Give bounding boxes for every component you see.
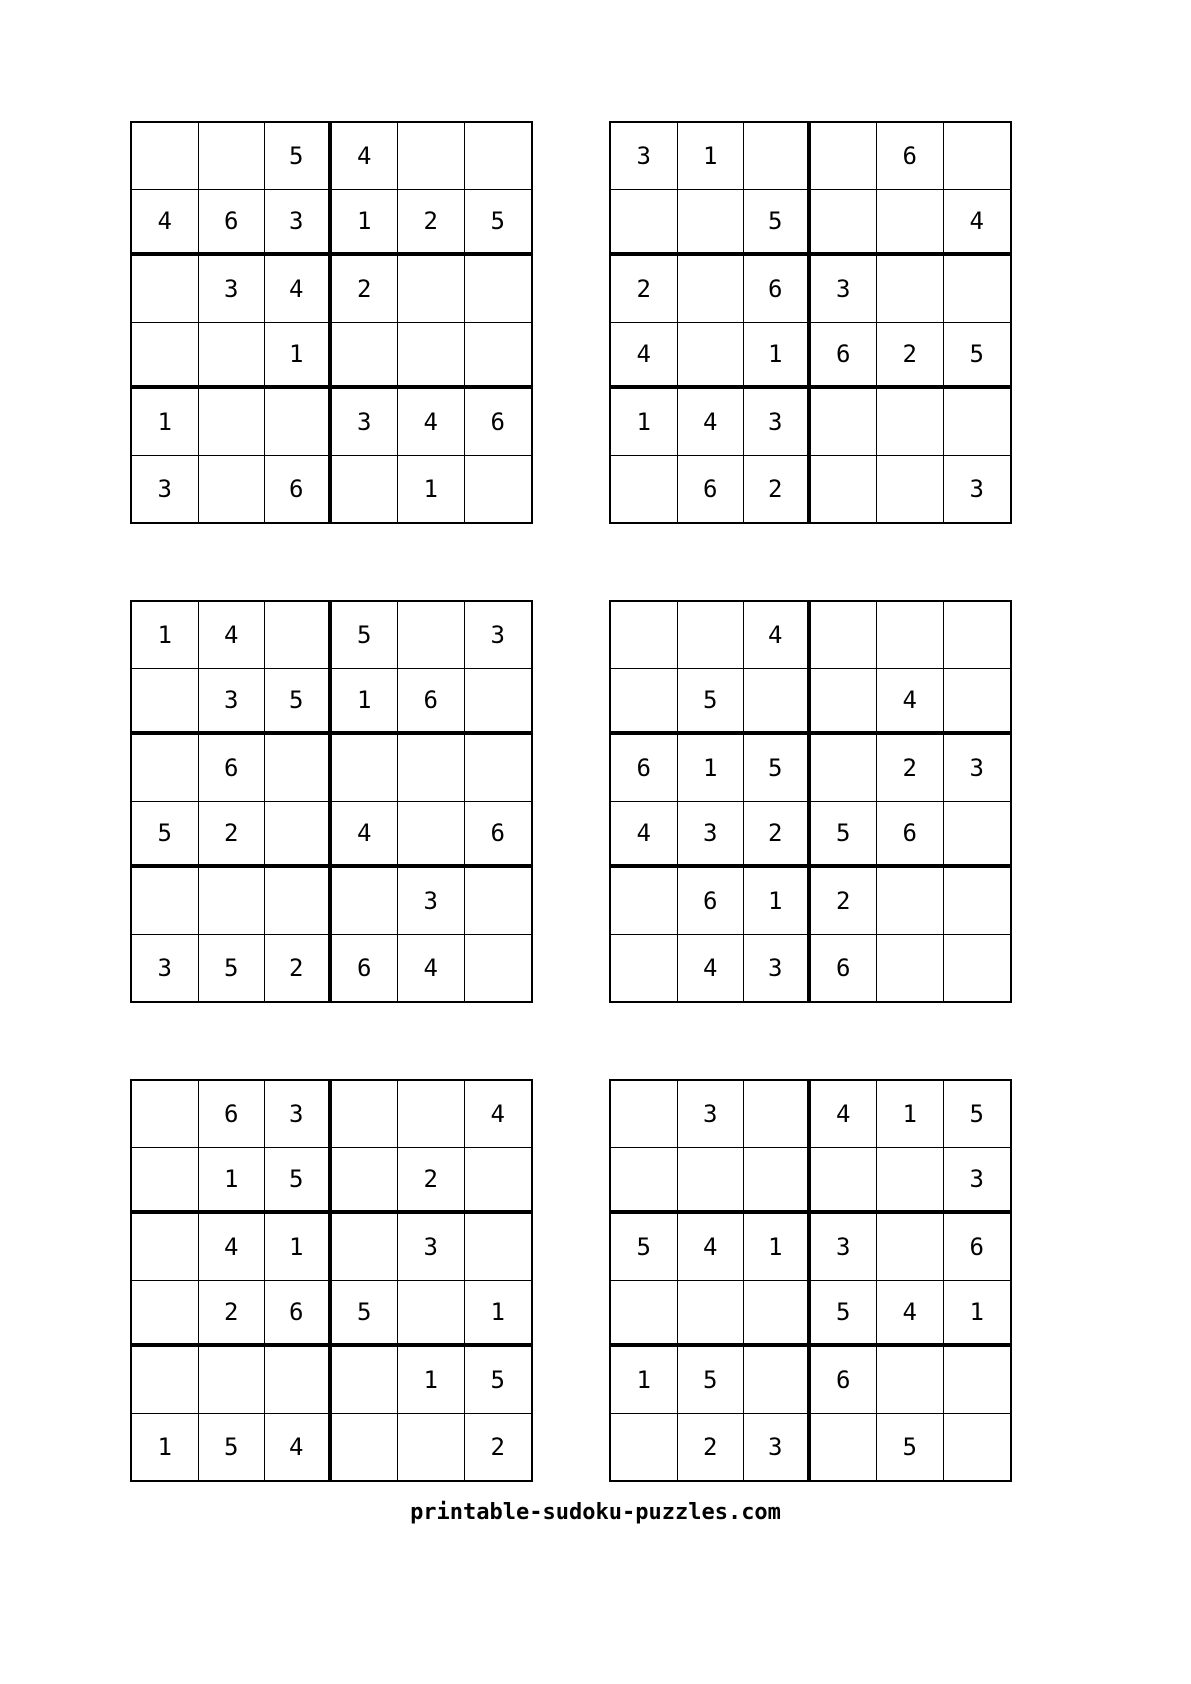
sudoku-cell[interactable]: [398, 123, 465, 190]
sudoku-cell[interactable]: 3: [678, 802, 745, 869]
sudoku-cell[interactable]: [132, 323, 199, 390]
sudoku-cell[interactable]: 5: [332, 1281, 399, 1348]
sudoku-cell[interactable]: [944, 256, 1011, 323]
sudoku-cell[interactable]: 5: [199, 935, 266, 1002]
sudoku-cell[interactable]: [199, 1347, 266, 1414]
sudoku-cell[interactable]: [944, 123, 1011, 190]
sudoku-cell[interactable]: 4: [199, 1214, 266, 1281]
sudoku-cell[interactable]: 1: [744, 323, 811, 390]
sudoku-cell[interactable]: [332, 1347, 399, 1414]
sudoku-cell[interactable]: 3: [132, 456, 199, 523]
sudoku-cell[interactable]: [398, 602, 465, 669]
sudoku-cell[interactable]: 1: [744, 1214, 811, 1281]
sudoku-cell[interactable]: 3: [398, 868, 465, 935]
sudoku-cell[interactable]: [811, 602, 878, 669]
sudoku-cell[interactable]: [265, 735, 332, 802]
sudoku-cell[interactable]: [944, 802, 1011, 869]
sudoku-cell[interactable]: 5: [744, 190, 811, 257]
sudoku-cell[interactable]: 2: [877, 735, 944, 802]
sudoku-cell[interactable]: [132, 1214, 199, 1281]
sudoku-cell[interactable]: [398, 1081, 465, 1148]
sudoku-cell[interactable]: [611, 1281, 678, 1348]
sudoku-puzzle-1: [130, 121, 533, 524]
sudoku-cell[interactable]: 6: [678, 868, 745, 935]
sudoku-cell[interactable]: 1: [332, 190, 399, 257]
sudoku-cell[interactable]: 1: [132, 389, 199, 456]
sudoku-cell[interactable]: 4: [332, 802, 399, 869]
sudoku-cell[interactable]: [611, 1081, 678, 1148]
sudoku-cell[interactable]: 1: [678, 123, 745, 190]
sudoku-cell[interactable]: 5: [332, 602, 399, 669]
sudoku-cell[interactable]: [944, 935, 1011, 1002]
sudoku-cell[interactable]: 1: [944, 1281, 1011, 1348]
sudoku-cell[interactable]: 3: [132, 935, 199, 1002]
sudoku-cell[interactable]: [332, 735, 399, 802]
sudoku-cell[interactable]: 4: [465, 1081, 532, 1148]
sudoku-cell[interactable]: 6: [744, 256, 811, 323]
sudoku-cell[interactable]: [611, 669, 678, 736]
sudoku-cell[interactable]: [465, 669, 532, 736]
sudoku-cell[interactable]: [332, 868, 399, 935]
sudoku-cell[interactable]: 6: [199, 190, 266, 257]
sudoku-cell[interactable]: 3: [744, 1414, 811, 1481]
sudoku-cell[interactable]: 5: [877, 1414, 944, 1481]
sudoku-cell[interactable]: [132, 123, 199, 190]
sudoku-cell[interactable]: 3: [332, 389, 399, 456]
sudoku-cell[interactable]: [265, 389, 332, 456]
sudoku-puzzle-5: [130, 1079, 533, 1482]
sudoku-cell[interactable]: 5: [265, 1148, 332, 1215]
sudoku-cell[interactable]: [944, 1414, 1011, 1481]
sudoku-cell[interactable]: 1: [611, 1347, 678, 1414]
sudoku-cell[interactable]: 6: [332, 935, 399, 1002]
sudoku-cell[interactable]: [944, 669, 1011, 736]
sudoku-cell[interactable]: [877, 1148, 944, 1215]
sudoku-cell[interactable]: 6: [678, 456, 745, 523]
sudoku-cell[interactable]: [877, 1214, 944, 1281]
sudoku-cell[interactable]: 6: [465, 802, 532, 869]
sudoku-cell[interactable]: 6: [199, 1081, 266, 1148]
sudoku-cell[interactable]: 6: [398, 669, 465, 736]
sudoku-cell[interactable]: 5: [265, 669, 332, 736]
sudoku-cell[interactable]: 5: [944, 1081, 1011, 1148]
sudoku-cell[interactable]: [811, 389, 878, 456]
sudoku-cell[interactable]: [877, 456, 944, 523]
sudoku-cell[interactable]: 2: [811, 868, 878, 935]
sudoku-puzzle-3: [130, 600, 533, 1003]
sudoku-cell[interactable]: [398, 1281, 465, 1348]
sudoku-cell[interactable]: 5: [811, 802, 878, 869]
sudoku-cell[interactable]: 1: [465, 1281, 532, 1348]
sudoku-cell[interactable]: 2: [611, 256, 678, 323]
sudoku-puzzle-2: [609, 121, 1012, 524]
sudoku-cell[interactable]: [611, 456, 678, 523]
sudoku-cell[interactable]: [877, 602, 944, 669]
sudoku-cell[interactable]: [465, 256, 532, 323]
sudoku-cell[interactable]: 1: [398, 456, 465, 523]
sudoku-cell[interactable]: [944, 868, 1011, 935]
sudoku-cell[interactable]: 1: [332, 669, 399, 736]
sudoku-cell[interactable]: [398, 256, 465, 323]
sudoku-cell[interactable]: 5: [678, 1347, 745, 1414]
sudoku-cell[interactable]: [811, 456, 878, 523]
sudoku-cell[interactable]: 3: [199, 256, 266, 323]
sudoku-cell[interactable]: [398, 1414, 465, 1481]
sudoku-cell[interactable]: 4: [332, 123, 399, 190]
sudoku-cell[interactable]: 1: [132, 1414, 199, 1481]
sudoku-cell[interactable]: 3: [744, 935, 811, 1002]
sudoku-cell[interactable]: [332, 1214, 399, 1281]
sudoku-cell[interactable]: [265, 602, 332, 669]
sudoku-cell[interactable]: [611, 1414, 678, 1481]
sudoku-cell[interactable]: 4: [877, 1281, 944, 1348]
sudoku-cell[interactable]: [398, 802, 465, 869]
sudoku-cell[interactable]: 4: [944, 190, 1011, 257]
sudoku-cell[interactable]: 5: [265, 123, 332, 190]
sudoku-cell[interactable]: [678, 602, 745, 669]
sudoku-cell[interactable]: [877, 868, 944, 935]
sudoku-cell[interactable]: [877, 389, 944, 456]
sudoku-puzzle-4: [609, 600, 1012, 1003]
sudoku-cell[interactable]: [811, 735, 878, 802]
sudoku-cell[interactable]: [199, 389, 266, 456]
sudoku-cell[interactable]: 6: [811, 935, 878, 1002]
sudoku-cell[interactable]: [877, 190, 944, 257]
site-footer: printable-sudoku-puzzles.com: [410, 1500, 781, 1525]
sudoku-cell[interactable]: [465, 868, 532, 935]
sudoku-cell[interactable]: [265, 802, 332, 869]
sudoku-cell[interactable]: [678, 190, 745, 257]
sudoku-cell[interactable]: [811, 669, 878, 736]
sudoku-cell[interactable]: 3: [199, 669, 266, 736]
sudoku-cell[interactable]: [332, 1148, 399, 1215]
sudoku-cell[interactable]: 6: [877, 123, 944, 190]
sudoku-cell[interactable]: 1: [877, 1081, 944, 1148]
sudoku-cell[interactable]: 3: [944, 1148, 1011, 1215]
sudoku-cell[interactable]: [465, 1148, 532, 1215]
sudoku-cell[interactable]: 2: [678, 1414, 745, 1481]
sudoku-puzzle-6: [609, 1079, 1012, 1482]
sudoku-cell[interactable]: [877, 935, 944, 1002]
sudoku-cell[interactable]: 2: [199, 1281, 266, 1348]
sudoku-cell[interactable]: 6: [265, 456, 332, 523]
sudoku-cell[interactable]: [132, 1281, 199, 1348]
sudoku-cell[interactable]: [811, 123, 878, 190]
sudoku-cell[interactable]: 4: [877, 669, 944, 736]
sudoku-cell[interactable]: [132, 1148, 199, 1215]
sudoku-cell[interactable]: 4: [744, 602, 811, 669]
sudoku-cell[interactable]: 4: [132, 190, 199, 257]
sudoku-cell[interactable]: [265, 1347, 332, 1414]
sudoku-cell[interactable]: [398, 323, 465, 390]
sudoku-cell[interactable]: [944, 389, 1011, 456]
sudoku-cell[interactable]: 2: [398, 190, 465, 257]
sudoku-cell[interactable]: 6: [811, 323, 878, 390]
sudoku-cell[interactable]: [332, 1081, 399, 1148]
sudoku-cell[interactable]: [944, 1347, 1011, 1414]
sudoku-cell[interactable]: 3: [465, 602, 532, 669]
sudoku-cell[interactable]: 6: [199, 735, 266, 802]
sudoku-cell[interactable]: 1: [132, 602, 199, 669]
sudoku-cell[interactable]: [132, 1081, 199, 1148]
sudoku-cell[interactable]: [199, 123, 266, 190]
sudoku-cell[interactable]: 3: [744, 389, 811, 456]
sudoku-cell[interactable]: 4: [265, 256, 332, 323]
sudoku-cell[interactable]: [465, 323, 532, 390]
sudoku-cell[interactable]: [611, 1148, 678, 1215]
sudoku-cell[interactable]: [877, 1347, 944, 1414]
sudoku-cell[interactable]: 2: [744, 456, 811, 523]
sudoku-cell[interactable]: 3: [398, 1214, 465, 1281]
sudoku-cell[interactable]: [465, 935, 532, 1002]
sudoku-cell[interactable]: 2: [398, 1148, 465, 1215]
sudoku-cell[interactable]: [265, 868, 332, 935]
sudoku-cell[interactable]: [199, 323, 266, 390]
sudoku-cell[interactable]: 4: [678, 389, 745, 456]
sudoku-cell[interactable]: [332, 1414, 399, 1481]
sudoku-cell[interactable]: [332, 323, 399, 390]
sudoku-cell[interactable]: 4: [811, 1081, 878, 1148]
sudoku-cell[interactable]: 1: [265, 1214, 332, 1281]
sudoku-cell[interactable]: [811, 1414, 878, 1481]
sudoku-cell[interactable]: 6: [944, 1214, 1011, 1281]
sudoku-cell[interactable]: 2: [265, 935, 332, 1002]
sudoku-cell[interactable]: 1: [678, 735, 745, 802]
sudoku-cell[interactable]: 2: [490, 1432, 505, 1461]
sudoku-cell[interactable]: [465, 456, 532, 523]
sudoku-cell[interactable]: 3: [944, 735, 1011, 802]
sudoku-cell[interactable]: [744, 1281, 811, 1348]
sudoku-cell[interactable]: 5: [465, 1347, 532, 1414]
sudoku-cell[interactable]: 1: [398, 1347, 465, 1414]
sudoku-cell[interactable]: [678, 256, 745, 323]
sudoku-cell[interactable]: 2: [877, 323, 944, 390]
sudoku-cell[interactable]: 3: [811, 256, 878, 323]
sudoku-cell[interactable]: [611, 935, 678, 1002]
sudoku-cell[interactable]: 3: [811, 1214, 878, 1281]
sudoku-cell[interactable]: 5: [744, 735, 811, 802]
sudoku-cell[interactable]: 2: [199, 802, 266, 869]
sudoku-cell[interactable]: [744, 669, 811, 736]
sudoku-cell[interactable]: 1: [265, 323, 332, 390]
sudoku-cell[interactable]: [678, 1281, 745, 1348]
sudoku-cell[interactable]: 6: [811, 1347, 878, 1414]
sudoku-cell[interactable]: [132, 868, 199, 935]
sudoku-cell[interactable]: 1: [199, 1148, 266, 1215]
sudoku-cell[interactable]: [611, 602, 678, 669]
sudoku-cell[interactable]: 1: [611, 389, 678, 456]
sudoku-cell[interactable]: [199, 456, 266, 523]
sudoku-cell[interactable]: 4: [611, 802, 678, 869]
sudoku-cell[interactable]: 4: [398, 389, 465, 456]
sudoku-cell[interactable]: [132, 256, 199, 323]
sudoku-cell[interactable]: [132, 669, 199, 736]
sudoku-cell[interactable]: 3: [611, 123, 678, 190]
sudoku-cell[interactable]: [811, 1148, 878, 1215]
sudoku-cell[interactable]: [811, 190, 878, 257]
sudoku-cell[interactable]: 5: [944, 323, 1011, 390]
sudoku-cell[interactable]: [744, 1347, 811, 1414]
sudoku-cell[interactable]: 6: [611, 735, 678, 802]
sudoku-cell[interactable]: 4: [265, 1414, 332, 1481]
sudoku-cell[interactable]: [744, 123, 811, 190]
sudoku-cell[interactable]: [611, 190, 678, 257]
sudoku-cell[interactable]: [465, 123, 532, 190]
sudoku-cell[interactable]: 5: [678, 669, 745, 736]
sudoku-cell[interactable]: 5: [132, 802, 199, 869]
sudoku-cell[interactable]: 3: [969, 474, 984, 503]
sudoku-cell[interactable]: 6: [877, 802, 944, 869]
sudoku-cell[interactable]: [678, 323, 745, 390]
sudoku-cell[interactable]: 3: [265, 1081, 332, 1148]
sudoku-cell[interactable]: [132, 735, 199, 802]
sudoku-cell[interactable]: [465, 735, 532, 802]
sudoku-cell[interactable]: 5: [611, 1214, 678, 1281]
sudoku-cell[interactable]: 6: [465, 389, 532, 456]
sudoku-cell[interactable]: [199, 868, 266, 935]
sudoku-cell[interactable]: [877, 256, 944, 323]
sudoku-cell[interactable]: 5: [811, 1281, 878, 1348]
sudoku-cell[interactable]: [744, 1148, 811, 1215]
sudoku-cell[interactable]: 4: [611, 323, 678, 390]
sudoku-cell[interactable]: 2: [332, 256, 399, 323]
sudoku-cell[interactable]: [744, 1081, 811, 1148]
sudoku-cell[interactable]: [465, 1214, 532, 1281]
sudoku-cell[interactable]: 5: [199, 1414, 266, 1481]
sudoku-cell[interactable]: 4: [678, 1214, 745, 1281]
sudoku-cell[interactable]: 3: [678, 1081, 745, 1148]
sudoku-cell[interactable]: 5: [465, 190, 532, 257]
sudoku-cell[interactable]: [678, 1148, 745, 1215]
sudoku-cell[interactable]: 4: [398, 935, 465, 1002]
sudoku-cell[interactable]: [398, 735, 465, 802]
sudoku-cell[interactable]: [132, 1347, 199, 1414]
sudoku-cell[interactable]: 6: [265, 1281, 332, 1348]
sudoku-cell[interactable]: 1: [744, 868, 811, 935]
sudoku-cell[interactable]: 4: [678, 935, 745, 1002]
sudoku-cell[interactable]: 2: [744, 802, 811, 869]
sudoku-cell[interactable]: 3: [265, 190, 332, 257]
sudoku-cell[interactable]: [944, 602, 1011, 669]
sudoku-cell[interactable]: [611, 868, 678, 935]
sudoku-cell[interactable]: 4: [199, 602, 266, 669]
sudoku-cell[interactable]: [332, 456, 399, 523]
